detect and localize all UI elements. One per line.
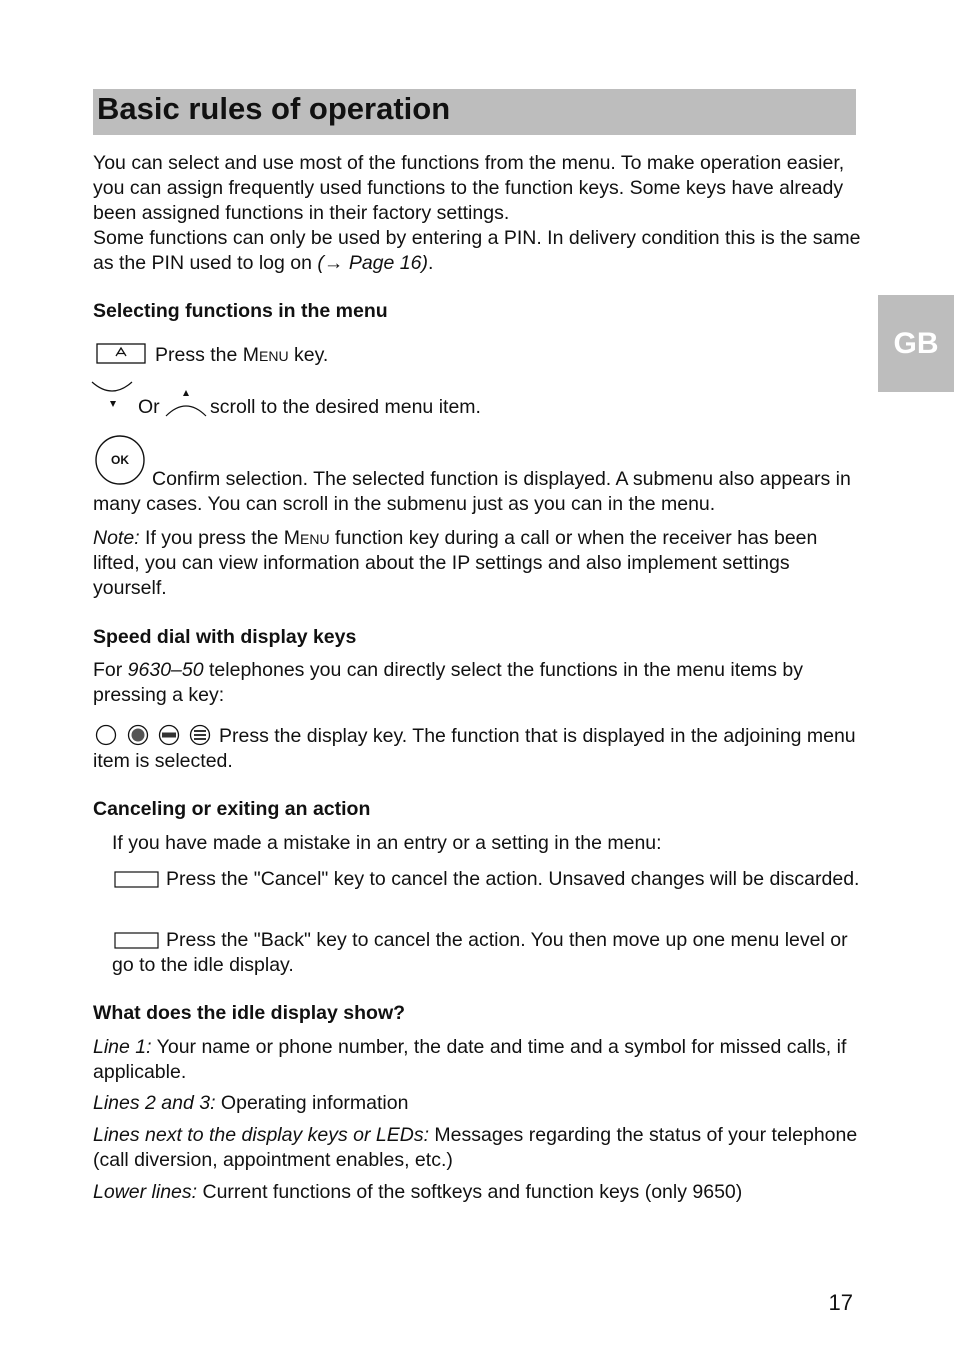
confirm-text: Confirm selection. The selected function is displayed. A submenu also appears in many cases. You can scroll in the submenu just as you can in the menu.	[93, 468, 851, 515]
ok-label: OK	[111, 453, 129, 467]
menu-word: Menu	[242, 344, 289, 366]
menu-key-icon	[96, 343, 146, 372]
heading-selecting-functions: Selecting functions in the menu	[93, 300, 388, 322]
idle-lines-next: Lines next to the display keys or LEDs: Messages regarding the status of your telephone (call diversion, appointment enables, etc.)	[93, 1124, 858, 1171]
page-title: Basic rules of operation	[97, 91, 451, 126]
or-text: Or	[138, 396, 160, 418]
display-key-text: Press the display key. The function that is displayed in the adjoining menu item is selected.	[93, 725, 856, 772]
page-reference: (→ Page 16)	[317, 252, 428, 274]
scroll-up-icon	[164, 388, 208, 425]
scroll-text: scroll to the desired menu item.	[210, 396, 481, 418]
idle-line1: Line 1: Your name or phone number, the date and time and a symbol for missed calls, if applicable.	[93, 1036, 847, 1083]
intro-paragraph-2: Some functions can only be used by entering a PIN. In delivery condition this is the same as the PIN used to log on (→ Page 16).	[93, 227, 861, 274]
cancel-intro: If you have made a mistake in an entry or a setting in the menu:	[112, 832, 662, 854]
intro-paragraph-1: You can select and use most of the functions from the menu. To make operation easier, you can assign frequently used functions to the function keys. Some keys have already been assigned functions in their factory settings.	[93, 152, 845, 224]
intro-text	[93, 151, 863, 276]
speed-dial-text: For 9630–50 telephones you can directly select the functions in the menu items by pressing a key:	[93, 659, 804, 706]
heading-speed-dial: Speed dial with display keys	[93, 626, 357, 648]
back-key-text: Press the "Back" key to cancel the action. You then move up one menu level or go to the idle display.	[112, 929, 848, 976]
press-menu-text: Press the Menu key.	[155, 344, 329, 366]
heading-canceling: Canceling or exiting an action	[93, 798, 371, 820]
page-number: 17	[828, 1290, 853, 1315]
language-tab: GB	[878, 295, 954, 392]
note-text: Note: If you press the Menu function key during a call or when the receiver has been lifted, you can view information about the IP settings and also implement settings yourself.	[93, 527, 818, 599]
scroll-down-icon	[90, 380, 136, 417]
title-bar	[93, 89, 856, 135]
idle-lines23: Lines 2 and 3: Operating information	[93, 1092, 409, 1114]
cancel-key-text: Press the "Cancel" key to cancel the action. Unsaved changes will be discarded.	[166, 868, 860, 890]
idle-lower-lines: Lower lines: Current functions of the softkeys and function keys (only 9650)	[93, 1181, 743, 1203]
heading-idle-display: What does the idle display show?	[93, 1002, 406, 1024]
